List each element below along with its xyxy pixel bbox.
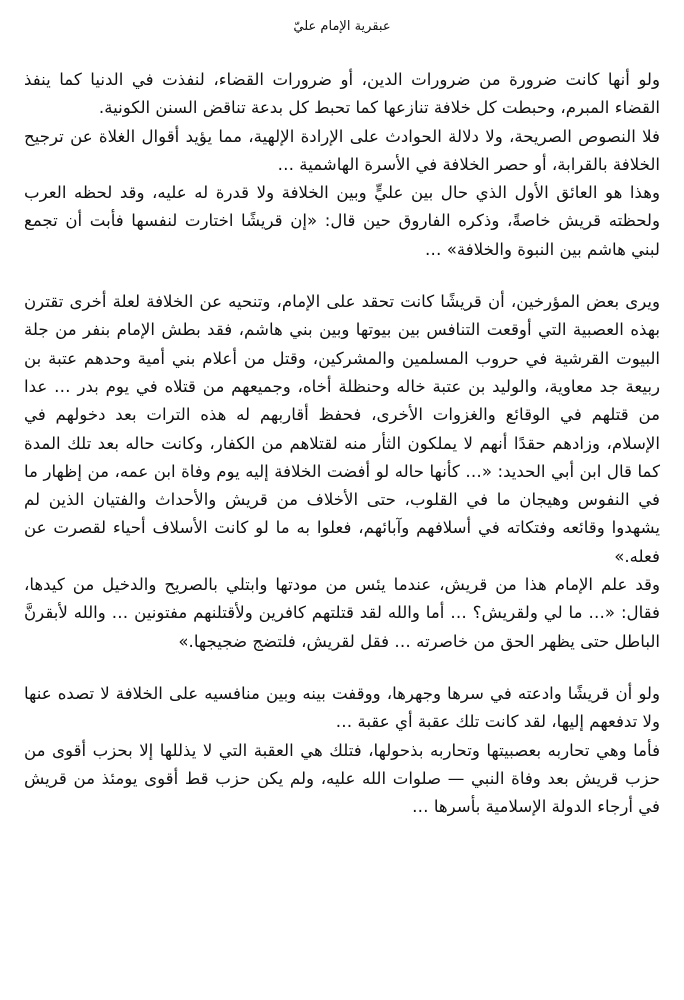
paragraph: ويرى بعض المؤرخين، أن قريشًا كانت تحقد على الإمام، وتنحيه عن الخلافة لعلة أخرى تقترن بهذه العصبية التي أوقعت التنافس بين بيوتها وبين بني هاشم، فقد بطش الإمام بنفر من جلة البيوت القرشية في حروب المسلمين والمشركين، وقتل من أعلام بني أمية وحدهم عتبة بن ربيعة جد معاوية، والوليد بن عتبة خاله وحنظلة أخاه، وجميعهم من قتلاه في يوم بدر … عدا من قتلهم في الوقائع والغزوات الأخرى، فحفظ أقاربهم له هذه الترات بعد دخولهم في الإسلام، وزادهم حقدًا أنهم لا يملكون الثأر منه لقتلاهم من الكفار، وكانت حاله بعد تلك المدة كما قال ابن أبي الحديد: «… كأنها حاله لو أفضت الخلافة إليه يوم وفاة ابن عمه، من إظهار ما في النفوس وهيجان ما في القلوب، حتى الأخلاف من قريش والأحداث والفتيان الذين لم يشهدوا وقائعه وفتكاته في أسلافهم وآبائهم، فعلوا به ما لو كانت الأسلاف أحياء لقصرت عن فعله.» <box>24 292 660 566</box>
page-body <box>24 66 660 821</box>
paragraph: فأما وهي تحاربه بعصبيتها وتحاربه بذحولها، فتلك هي العقبة التي لا يذللها إلا بحزب أقوى من حزب قريش بعد وفاة النبي — صلوات الله عليه، ولم يكن حزب قط أقوى يومئذ من قريش في أرجاء الدولة الإسلامية بأسرها … <box>24 740 660 817</box>
running-header: عبقرية الإمام عليّ <box>293 19 391 34</box>
paragraph: وقد علم الإمام هذا من قريش، عندما يئس من مودتها وابتلي بالصريح والدخيل من كيدها، فقال: «… ما لي ولقريش؟ … أما والله لقد قتلتهم كافرين ولأقتلنهم مفتونين … والله لأبقرنَّ الباطل حتى يظهر الحق من خاصرته … فقل لقريش، فلتضج ضجيجها.» <box>24 575 660 651</box>
paragraph: وهذا هو العائق الأول الذي حال بين عليٍّ وبين الخلافة ولا قدرة له عليه، وقد لحظه العرب ولحظته قريش خاصةً، وذكره الفاروق حين قال: «إن قريشًا اختارت لنفسها فأبت أن تجمع لبني هاشم بين النبوة والخلافة» … <box>24 183 660 259</box>
section-break <box>24 264 660 288</box>
paragraph: ولو أنها كانت ضرورة من ضرورات الدين، أو ضرورات القضاء، لنفذت في الدنيا كما ينفذ القضاء المبرم، وحبطت كل خلافة تنازعها كما تحبط كل بدعة تناقض السنن الكونية. <box>24 70 660 118</box>
section-break <box>24 656 660 680</box>
paragraph: ولو أن قريشًا وادعته في سرها وجهرها، ووقفت بينه وبين منافسيه على الخلافة لا تصده عنها ولا تدفعهم إليها، لقد كانت تلك عقبة أي عقبة … <box>24 683 660 732</box>
paragraph: فلا النصوص الصريحة، ولا دلالة الحوادث على الإرادة الإلهية، مما يؤيد أقوال الغلاة عن ترجيح الخلافة بالقرابة، أو حصر الخلافة في الأسرة الهاشمية … <box>24 126 660 174</box>
